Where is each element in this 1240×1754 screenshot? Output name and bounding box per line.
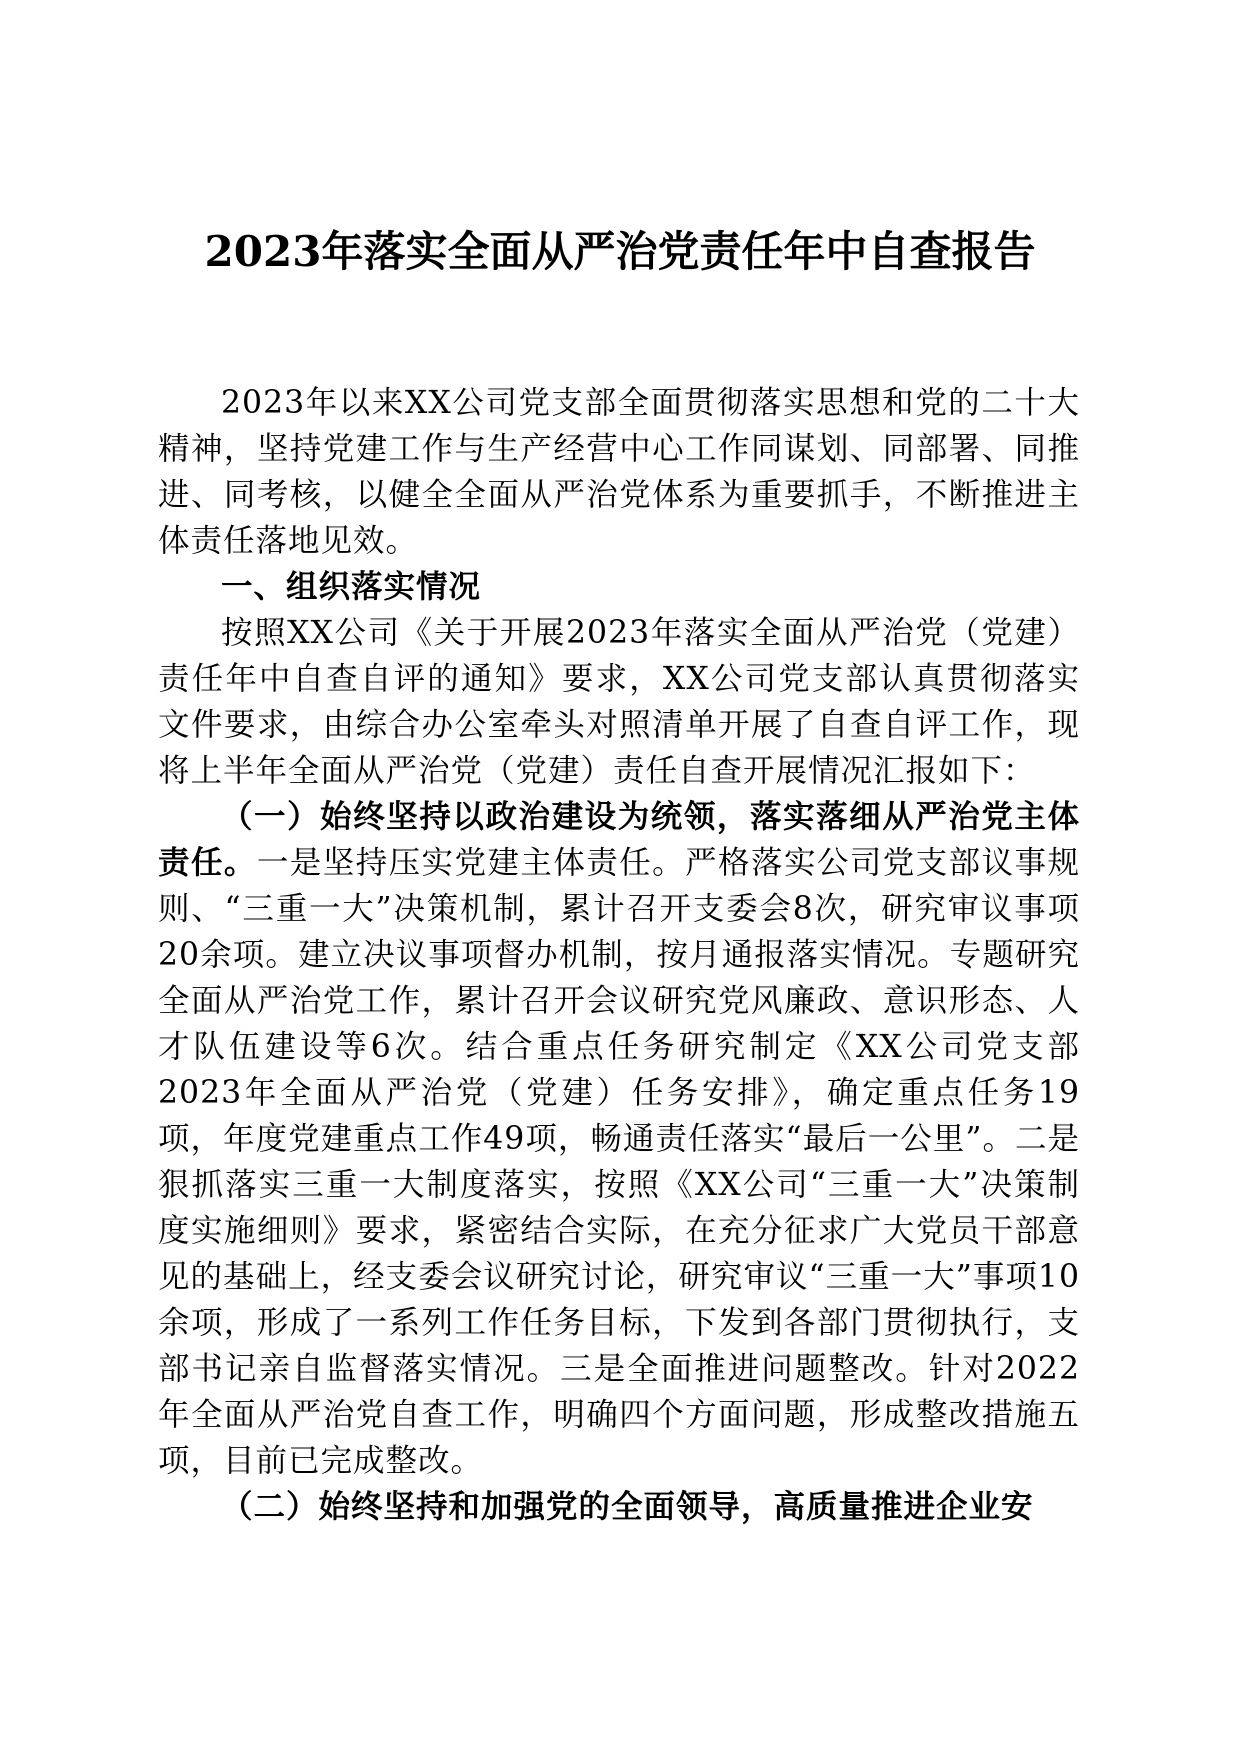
item-heading: （二）始终坚持和加强党的全面领导，高质量推进企业安 (221, 1488, 1034, 1525)
section-paragraph: 按照XX公司《关于开展2023年落实全面从严治党（党建）责任年中自查自评的通知》要求，XX公司党支部认真贯彻落实文件要求，由综合办公室牵头对照清单开展了自查自评工作，现将上半年全面从严治党（党建）责任自查开展情况汇报如下： (158, 615, 1080, 789)
section-heading: 一、组织落实情况 (221, 569, 482, 605)
document-body (158, 380, 1080, 1530)
document-title: 2023年落实全面从严治党责任年中自查报告 (204, 227, 1036, 276)
intro-paragraph: 2023年以来XX公司党支部全面贯彻落实思想和党的二十大精神，坚持党建工作与生产经营中心工作同谋划、同部署、同推进、同考核，以健全全面从严治党体系为重要抓手，不断推进主体责任落地见效。 (158, 385, 1080, 559)
item-paragraph (158, 794, 1080, 1484)
item-paragraph (158, 1484, 1080, 1530)
item-body: 一是坚持压实党建主体责任。严格落实公司党支部议事规则、“三重一大”决策机制，累计召开支委会8次，研究审议事项20余项。建立决议事项督办机制，按月通报落实情况。专题研究全面从严治党工作，累计召开会议研究党风廉政、意识形态、人才队伍建设等6次。结合重点任务研究制定《XX公司党支部2023年全面从严治党（党建）任务安排》，确定重点任务19项，年度党建重点工作49项，畅通责任落实“最后一公里”。二是狠抓落实三重一大制度落实，按照《XX公司“三重一大”决策制度实施细则》要求，紧密结合实际，在充分征求广大党员干部意见的基础上，经支委会议研究讨论，研究审议“三重一大”事项10余项，形成了一系列工作任务目标，下发到各部门贯彻执行，支部书记亲自监督落实情况。三是全面推进问题整改。针对2022年全面从严治党自查工作，明确四个方面问题，形成整改措施五项，目前已完成整改。 (158, 845, 1080, 1479)
item-heading: （一）始终坚持以政治建设为统领，落实落细从严治党主体责任。 (158, 798, 1080, 881)
